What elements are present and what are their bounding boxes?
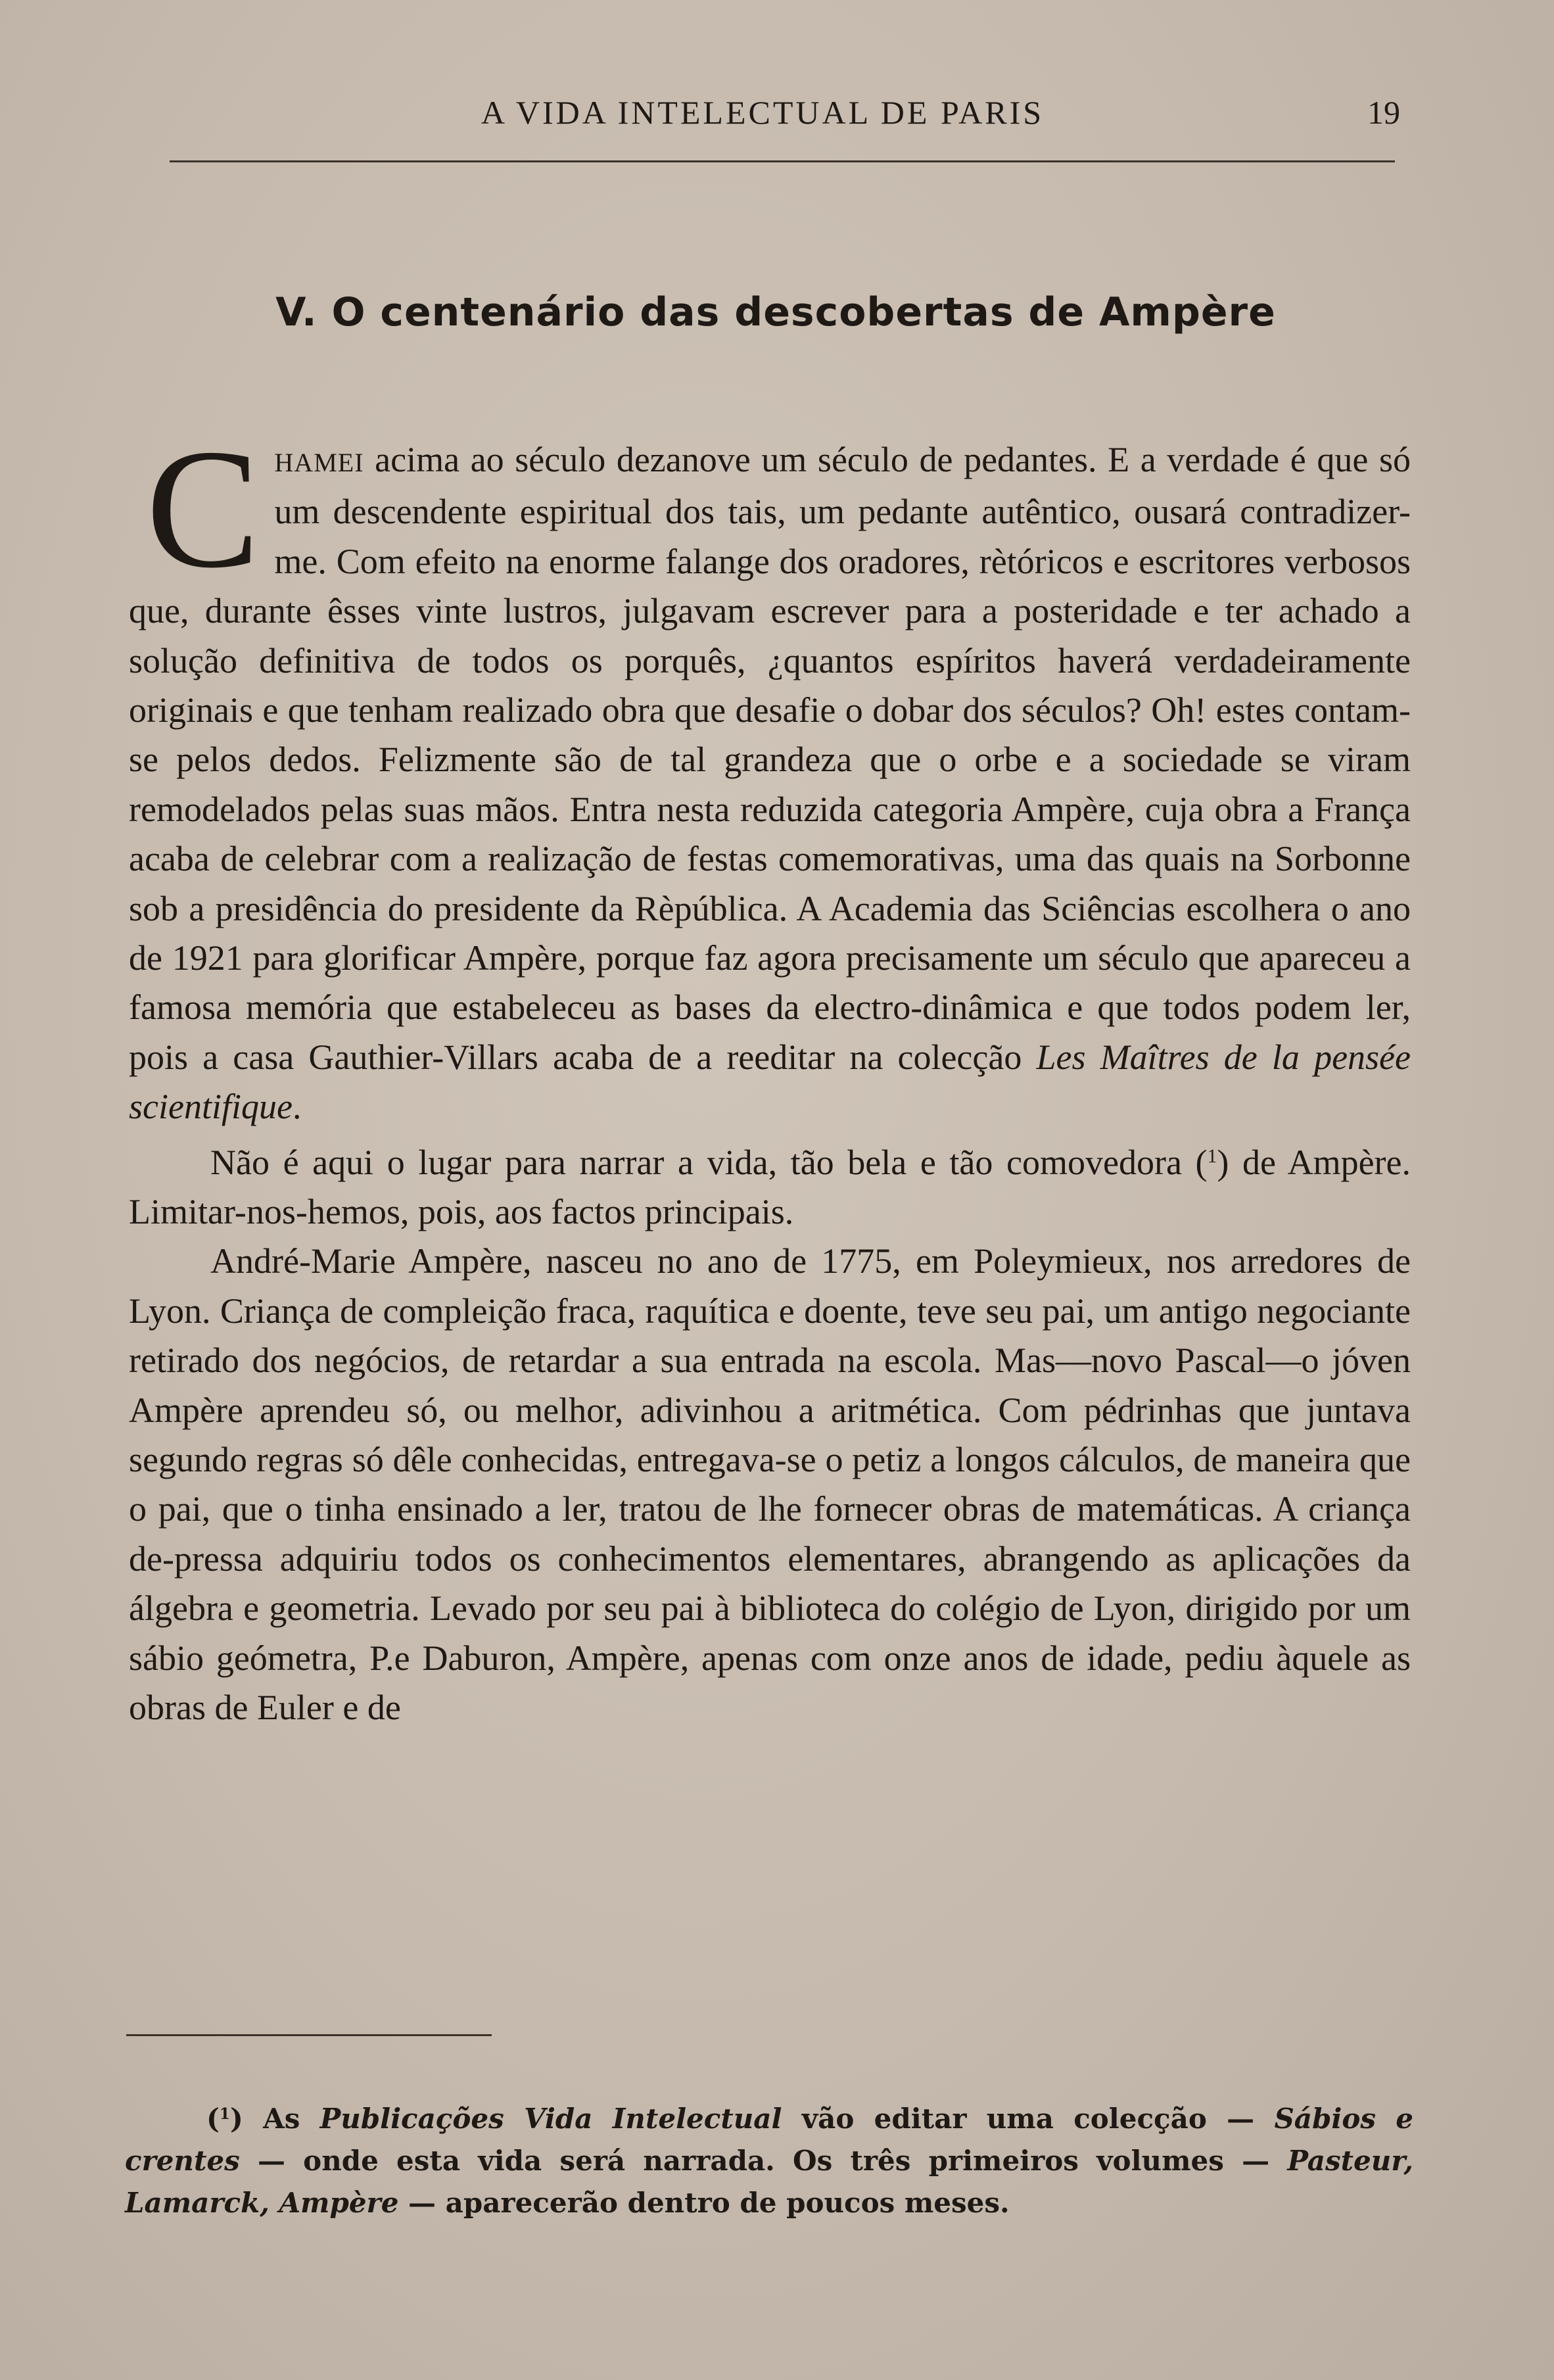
running-head <box>125 85 1400 131</box>
drop-cap: C <box>146 414 260 604</box>
body-text <box>129 414 1411 1732</box>
paragraph-2 <box>129 1132 1411 1237</box>
footnote-text-3: — onde esta vida será narrada. Os três primeiros volumes — <box>239 2144 1288 2177</box>
running-title: A VIDA INTELECTUAL DE PARIS <box>481 94 1045 131</box>
lead-smallcaps: HAMEI <box>274 448 364 477</box>
paragraph-3: André-Marie Ampère, nasceu no ano de 1775, em Poleymieux, nos arredores de Lyon. Criança de compleição fraca, raquítica e doente, teve seu pai, um antigo negociante retirado dos negócios, de retardar a sua entrada na escola. Mas—novo Pascal—o jóven Ampère aprendeu só, ou melhor, adivinhou a aritmética. Com pédrinhas que juntava segundo regras só dêle conhecidas, entregava-se o petiz a longos cálculos, de maneira que o pai, que o tinha ensinado a ler, tratou de lhe fornecer obras de matemáticas. A criança de-pressa adquiriu todos os conhecimentos elementares, abrangendo as aplicações da álgebra e geometria. Levado por seu pai à biblioteca do colégio de Lyon, dirigido por um sábio geómetra, P.e Daburon, Ampère, apenas com onze anos de idade, pediu àquele as obras de Euler e de <box>129 1241 1411 1727</box>
footnote-text-4: — aparecerão dentro de poucos meses. <box>398 2186 1010 2219</box>
header-rule <box>170 160 1395 162</box>
footnote-text-2: vão editar uma colecção — <box>782 2102 1275 2135</box>
footnote-italic-3: Pasteur, Lamarck, Ampère <box>125 2144 1413 2219</box>
footnote-marker: 1 <box>219 2105 230 2123</box>
paragraph-2-text: Não é aqui o lugar para narrar a vida, tão bela e tão comovedora ( <box>210 1142 1208 1182</box>
paragraph-2-end: ) de Ampère. Limitar-nos-hemos, pois, aos factos principais. <box>129 1142 1411 1231</box>
page-number: 19 <box>1367 94 1400 131</box>
italic-book-title: Les Maîtres de la pensée scientifique <box>129 1037 1411 1127</box>
footnote-italic-2: Sábios e crentes <box>125 2102 1413 2177</box>
footnote-rule <box>126 2034 492 2036</box>
footnote: ($^1$) As Publicações Vida Intelectual vão editar uma colecção — Sábios e crentes — onde esta vida será narrada. Os três primeiros volumes — Pasteur, Lamarck, Ampère — aparecerão dentro de poucos meses. <box>125 2102 1413 2219</box>
footnote-reference: 1 <box>1207 1145 1217 1167</box>
paragraph-1-text: acima ao século dezanove um século de pedantes. E a verdade é que só um descendente espiritual dos tais, um pedante autêntico, ousará contradizer-me. Com efeito na enorme falange dos oradores, rètóricos e escritores verbosos que, durante êsses vinte lustros, julgavam escrever para a posteridade e ter achado a solução definitiva de todos os porquês, ¿quantos espíritos haverá verdadeiramente originais e que tenham realizado obra que desafie o dobar dos séculos? Oh! estes contam-se pelos dedos. Felizmente são de tal grandeza que o orbe e a sociedade se viram remodelados pelas suas mãos. Entra nesta reduzida categoria Ampère, cuja obra a França acaba de celebrar com a realização de festas comemorativas, uma das quais na Sorbonne sob a presidência do presidente da Rèpública. A Academia das Sciências escolhera o ano de 1921 para glorificar Ampère, porque faz agora precisamente um século que apareceu a famosa memória que estabeleceu as bases da electro-dinâmica e que todos podem ler, pois a casa Gauthier-Villars acaba de a reeditar na colecção <box>129 440 1411 1077</box>
paragraph-1 <box>129 414 1411 1132</box>
paragraph-1-end: . <box>292 1087 302 1127</box>
footnote-italic-1: Publicações Vida Intelectual <box>319 2102 782 2135</box>
section-title: V. O centenário das descobertas de Ampère <box>275 289 1276 335</box>
footnote-text-1: As <box>243 2102 320 2135</box>
